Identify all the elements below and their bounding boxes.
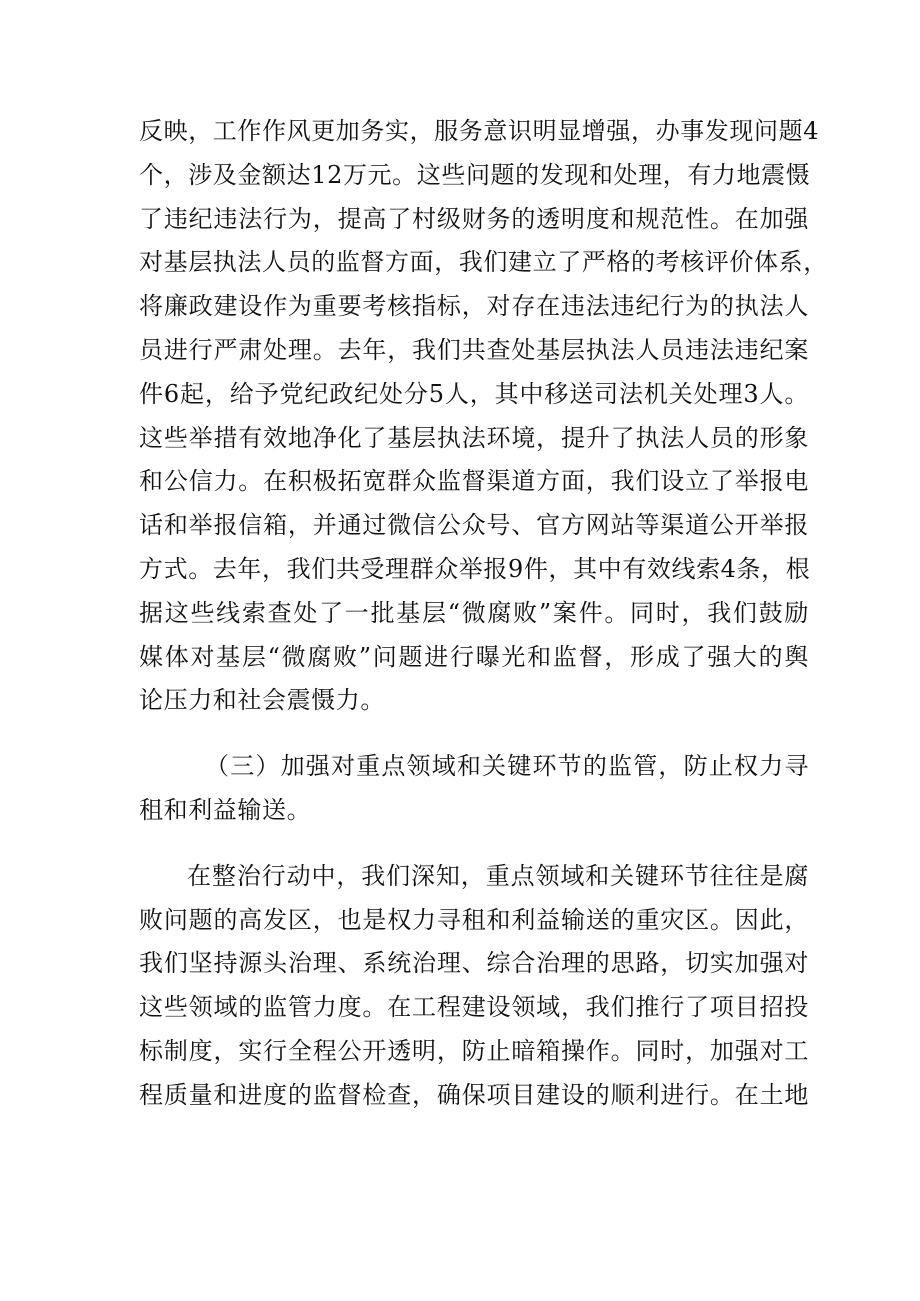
text-line: 标制度，实行全程公开透明，防止暗箱操作。同时，加强对工 bbox=[139, 1036, 809, 1065]
text-line: 反映，工作作风更加务实，服务意识明显增强，办事发现问题4 bbox=[139, 117, 820, 145]
text-line: 和公信力。在积极拓宽群众监督渠道方面，我们设立了举报电 bbox=[139, 467, 809, 496]
paragraph-gap bbox=[139, 833, 809, 855]
text-line: 个，涉及金额达12万元。这些问题的发现和处理，有力地震慑 bbox=[139, 160, 811, 189]
text-line: 媒体对基层“微腐败”问题进行曝光和监督，形成了强大的舆 bbox=[139, 642, 809, 671]
text-line: 这些领域的监管力度。在工程建设领域，我们推行了项目招投 bbox=[139, 993, 809, 1022]
text-line: 这些举措有效地净化了基层执法环境，提升了执法人员的形象 bbox=[139, 423, 809, 452]
text-line: 话和举报信箱，并通过微信公众号、官方网站等渠道公开举报 bbox=[139, 511, 809, 540]
text-line: 对基层执法人员的监督方面，我们建立了严格的考核评价体系， bbox=[139, 248, 828, 277]
text-line: 在整治行动中，我们深知，重点领域和关键环节往往是腐 bbox=[187, 861, 809, 890]
paragraph-gap bbox=[139, 723, 809, 745]
text-line: 件6起，给予党纪政纪处分5人，其中移送司法机关处理3人。 bbox=[139, 379, 809, 408]
text-line: 了违纪违法行为，提高了村级财务的透明度和规范性。在加强 bbox=[139, 204, 809, 233]
section-heading-continued: 租和利益输送。 bbox=[139, 795, 312, 824]
text-line: 论压力和社会震慑力。 bbox=[139, 686, 385, 715]
text-line: 员进行严肃处理。去年，我们共查处基层执法人员违法违纪案 bbox=[139, 335, 809, 364]
text-line: 方式。去年，我们共受理群众举报9件，其中有效线索4条，根 bbox=[139, 554, 811, 583]
text-line: 我们坚持源头治理、系统治理、综合治理的思路，切实加强对 bbox=[139, 949, 809, 978]
section-heading: （三）加强对重点领域和关键环节的监管，防止权力寻 bbox=[205, 752, 809, 781]
text-line: 程质量和进度的监督检查，确保项目建设的顺利进行。在土地 bbox=[139, 1080, 809, 1109]
text-line: 将廉政建设作为重要考核指标，对存在违法违纪行为的执法人 bbox=[139, 292, 809, 321]
text-line: 据这些线索查处了一批基层“微腐败”案件。同时，我们鼓励 bbox=[139, 598, 809, 627]
document-body bbox=[139, 110, 828, 1118]
text-line: 败问题的高发区，也是权力寻租和利益输送的重灾区。因此， bbox=[139, 905, 809, 934]
